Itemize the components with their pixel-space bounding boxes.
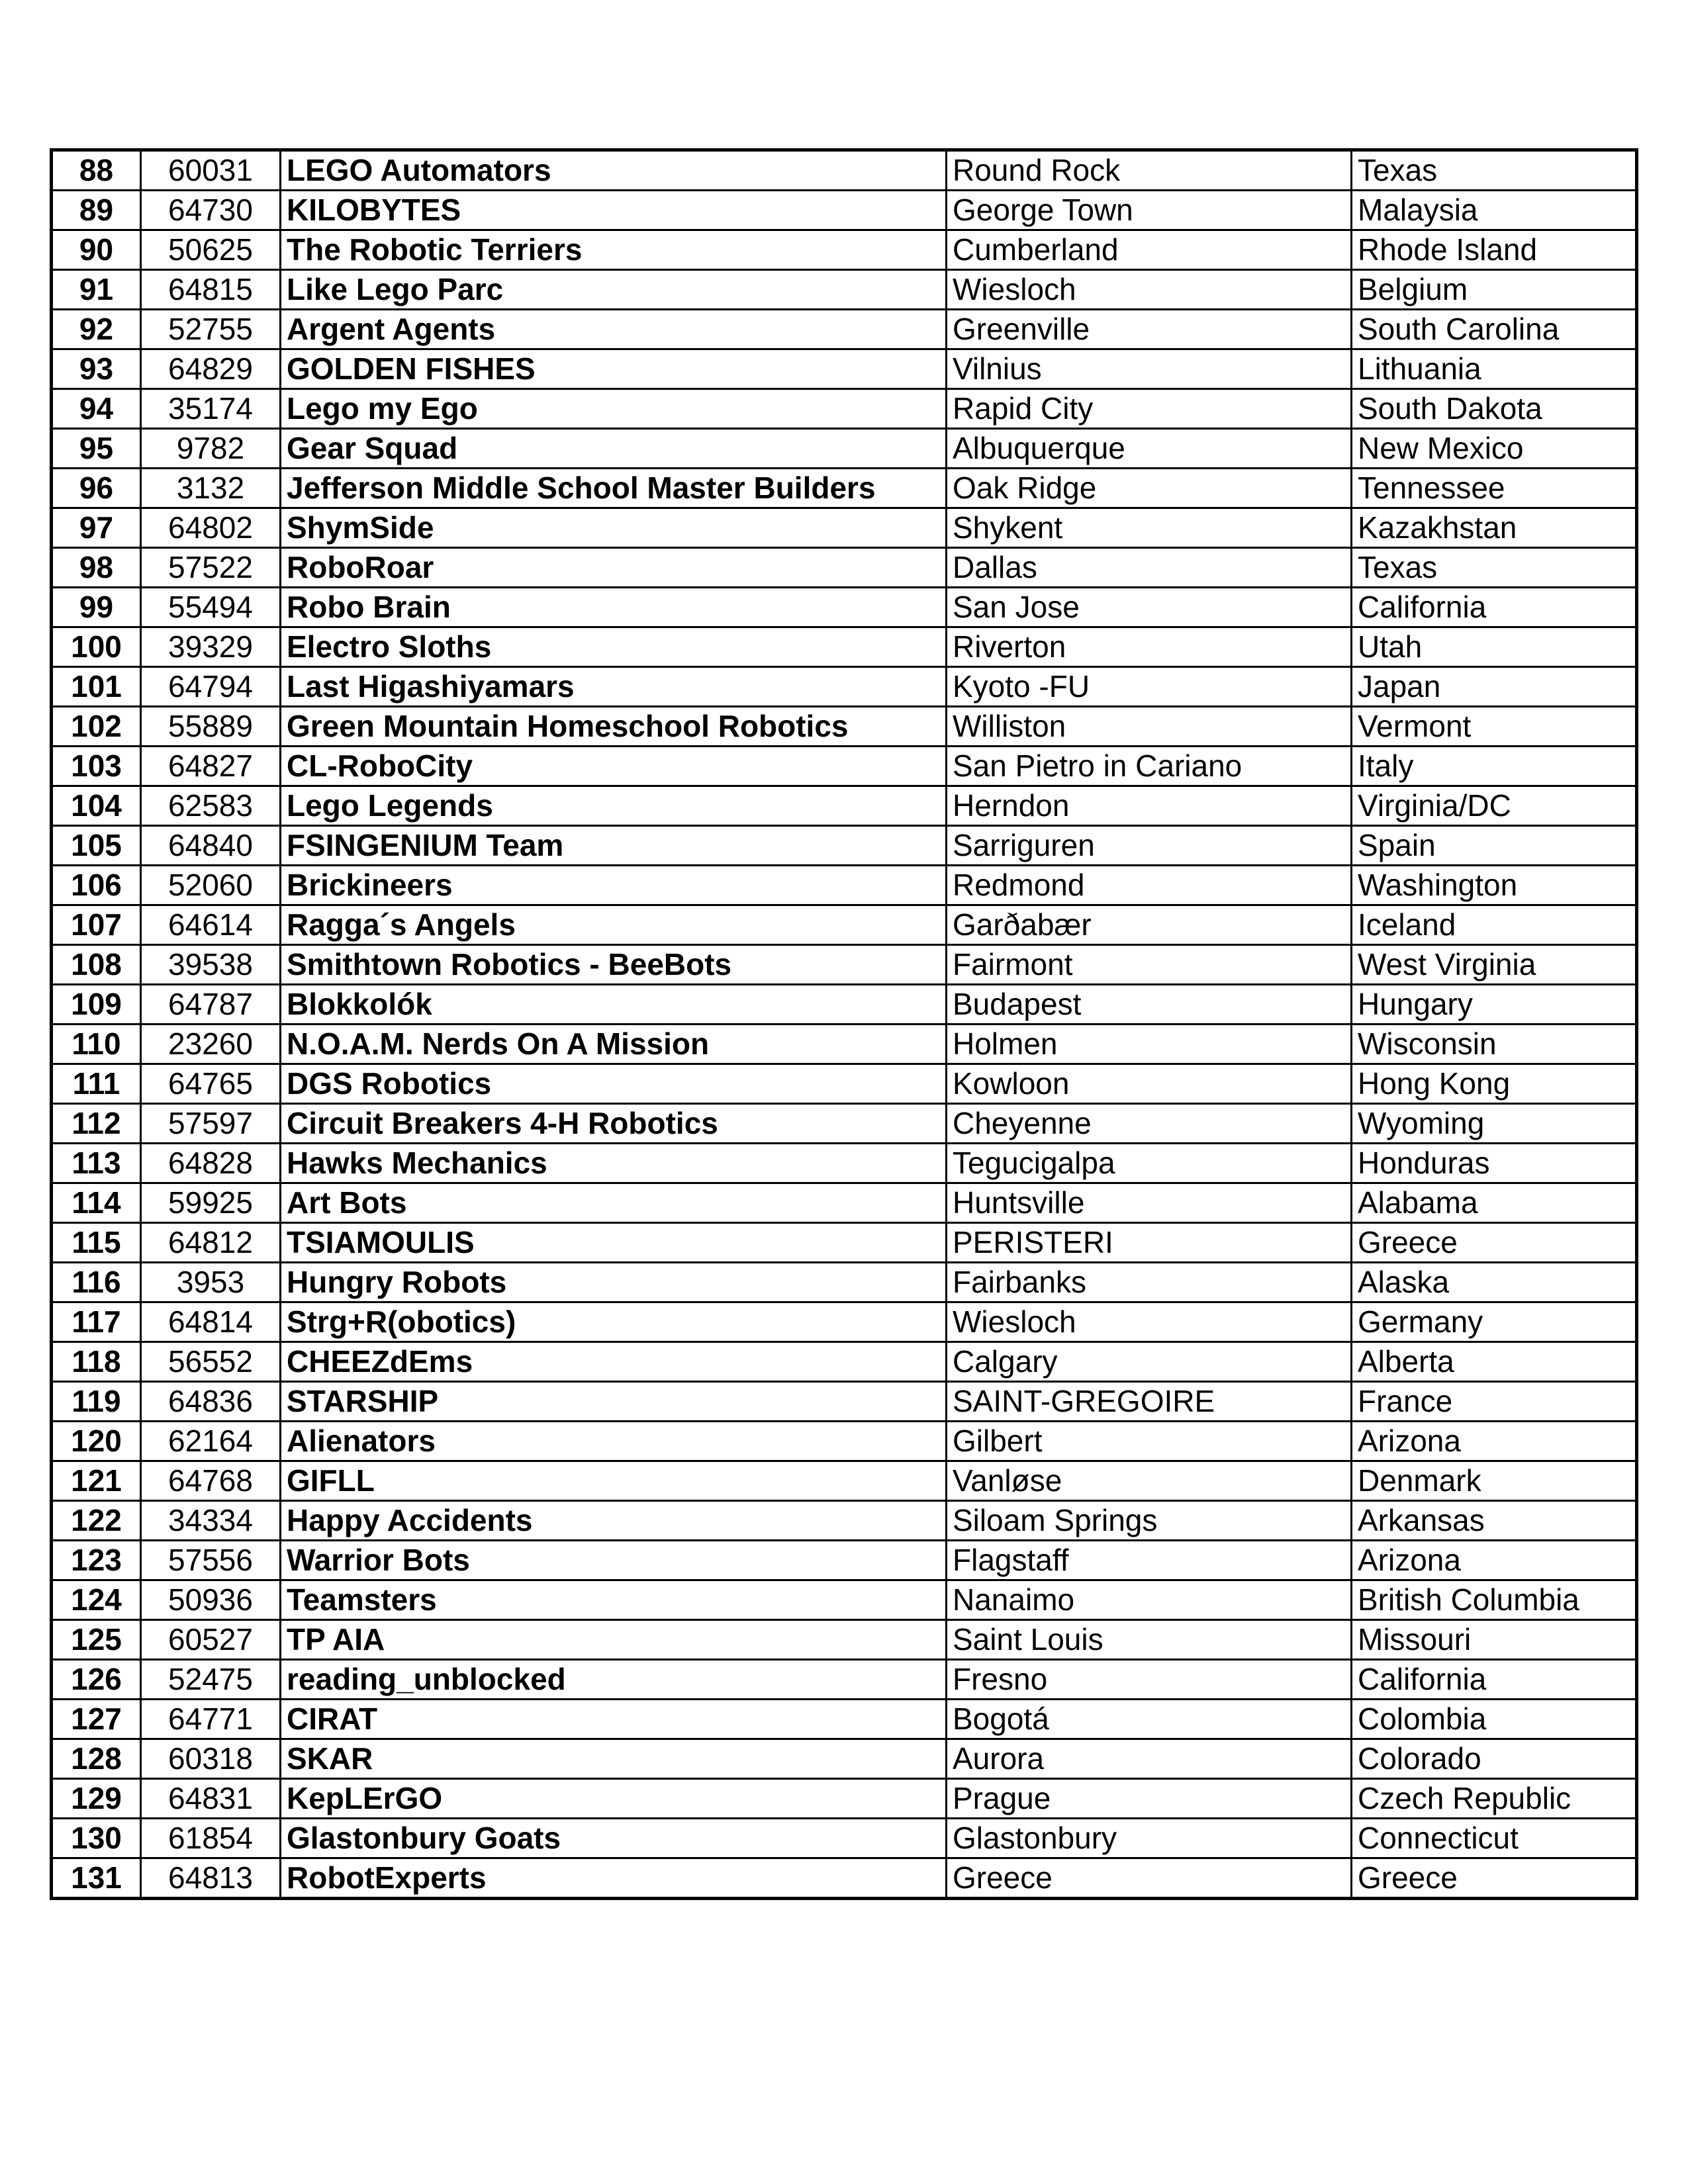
table-row	[52, 1064, 1637, 1104]
team-number-cell: 50936	[141, 1580, 281, 1620]
team-number-cell: 39329	[141, 627, 281, 667]
region-cell: Colombia	[1352, 1700, 1637, 1739]
team-name-cell: Circuit Breakers 4-H Robotics	[281, 1104, 947, 1144]
region-cell: Lithuania	[1352, 349, 1637, 389]
table-row	[52, 1422, 1637, 1461]
rank-cell: 117	[52, 1302, 141, 1342]
region-cell: Tennessee	[1352, 469, 1637, 508]
team-name-cell: Ragga´s Angels	[281, 905, 947, 945]
team-name-cell: Argent Agents	[281, 310, 947, 349]
city-cell: Flagstaff	[947, 1541, 1352, 1580]
rank-cell: 107	[52, 905, 141, 945]
city-cell: Kyoto -FU	[947, 667, 1352, 707]
team-name-cell: Jefferson Middle School Master Builders	[281, 469, 947, 508]
region-cell: Hong Kong	[1352, 1064, 1637, 1104]
city-cell: Vanløse	[947, 1461, 1352, 1501]
region-cell: Belgium	[1352, 270, 1637, 310]
city-cell: Bogotá	[947, 1700, 1352, 1739]
table-row	[52, 1382, 1637, 1422]
rank-cell: 97	[52, 508, 141, 548]
rank-cell: 115	[52, 1223, 141, 1263]
table-row	[52, 1819, 1637, 1858]
team-number-cell: 57597	[141, 1104, 281, 1144]
region-cell: Wisconsin	[1352, 1024, 1637, 1064]
region-cell: Germany	[1352, 1302, 1637, 1342]
rank-cell: 127	[52, 1700, 141, 1739]
rank-cell: 123	[52, 1541, 141, 1580]
team-number-cell: 59925	[141, 1183, 281, 1223]
table-row	[52, 1263, 1637, 1302]
team-name-cell: KILOBYTES	[281, 191, 947, 230]
region-cell: Missouri	[1352, 1620, 1637, 1660]
city-cell: Prague	[947, 1779, 1352, 1819]
city-cell: Tegucigalpa	[947, 1144, 1352, 1183]
team-name-cell: RoboRoar	[281, 548, 947, 588]
rank-cell: 110	[52, 1024, 141, 1064]
table-row	[52, 310, 1637, 349]
team-number-cell: 64730	[141, 191, 281, 230]
rank-cell: 118	[52, 1342, 141, 1382]
region-cell: Spain	[1352, 826, 1637, 866]
table-row	[52, 826, 1637, 866]
table-row	[52, 945, 1637, 985]
region-cell: Greece	[1352, 1223, 1637, 1263]
team-name-cell: GIFLL	[281, 1461, 947, 1501]
team-number-cell: 64802	[141, 508, 281, 548]
team-name-cell: Glastonbury Goats	[281, 1819, 947, 1858]
region-cell: Virginia/DC	[1352, 786, 1637, 826]
rank-cell: 102	[52, 707, 141, 747]
table-row	[52, 588, 1637, 627]
table-row	[52, 985, 1637, 1024]
city-cell: Shykent	[947, 508, 1352, 548]
city-cell: PERISTERI	[947, 1223, 1352, 1263]
city-cell: Oak Ridge	[947, 469, 1352, 508]
table-row	[52, 1144, 1637, 1183]
rank-cell: 122	[52, 1501, 141, 1541]
team-name-cell: CHEEZdEms	[281, 1342, 947, 1382]
region-cell: Arizona	[1352, 1422, 1637, 1461]
city-cell: SAINT-GREGOIRE	[947, 1382, 1352, 1422]
rank-cell: 100	[52, 627, 141, 667]
city-cell: Rapid City	[947, 389, 1352, 429]
table-row	[52, 1342, 1637, 1382]
team-name-cell: reading_unblocked	[281, 1660, 947, 1700]
rank-cell: 124	[52, 1580, 141, 1620]
team-number-cell: 64815	[141, 270, 281, 310]
team-number-cell: 64614	[141, 905, 281, 945]
team-name-cell: Hungry Robots	[281, 1263, 947, 1302]
region-cell: France	[1352, 1382, 1637, 1422]
city-cell: Fresno	[947, 1660, 1352, 1700]
team-number-cell: 39538	[141, 945, 281, 985]
city-cell: Garðabær	[947, 905, 1352, 945]
city-cell: Glastonbury	[947, 1819, 1352, 1858]
table-row	[52, 667, 1637, 707]
region-cell: New Mexico	[1352, 429, 1637, 469]
table-row	[52, 1580, 1637, 1620]
region-cell: Honduras	[1352, 1144, 1637, 1183]
table-row	[52, 548, 1637, 588]
region-cell: Vermont	[1352, 707, 1637, 747]
region-cell: Hungary	[1352, 985, 1637, 1024]
team-number-cell: 64836	[141, 1382, 281, 1422]
team-name-cell: Last Higashiyamars	[281, 667, 947, 707]
team-number-cell: 60031	[141, 150, 281, 191]
team-name-cell: Strg+R(obotics)	[281, 1302, 947, 1342]
rank-cell: 104	[52, 786, 141, 826]
city-cell: Greenville	[947, 310, 1352, 349]
city-cell: Cheyenne	[947, 1104, 1352, 1144]
team-name-cell: Like Lego Parc	[281, 270, 947, 310]
team-name-cell: LEGO Automators	[281, 150, 947, 191]
table-row	[52, 508, 1637, 548]
table-row	[52, 747, 1637, 786]
team-number-cell: 55494	[141, 588, 281, 627]
rank-cell: 126	[52, 1660, 141, 1700]
city-cell: Nanaimo	[947, 1580, 1352, 1620]
region-cell: Texas	[1352, 150, 1637, 191]
team-name-cell: Lego my Ego	[281, 389, 947, 429]
table-row	[52, 786, 1637, 826]
team-number-cell: 56552	[141, 1342, 281, 1382]
region-cell: Iceland	[1352, 905, 1637, 945]
team-number-cell: 52475	[141, 1660, 281, 1700]
city-cell: Saint Louis	[947, 1620, 1352, 1660]
team-number-cell: 62164	[141, 1422, 281, 1461]
city-cell: Cumberland	[947, 230, 1352, 270]
city-cell: Siloam Springs	[947, 1501, 1352, 1541]
city-cell: Wiesloch	[947, 270, 1352, 310]
team-name-cell: DGS Robotics	[281, 1064, 947, 1104]
city-cell: Redmond	[947, 866, 1352, 905]
team-name-cell: Gear Squad	[281, 429, 947, 469]
team-name-cell: CL-RoboCity	[281, 747, 947, 786]
rank-cell: 90	[52, 230, 141, 270]
rank-cell: 92	[52, 310, 141, 349]
city-cell: Round Rock	[947, 150, 1352, 191]
city-cell: Huntsville	[947, 1183, 1352, 1223]
table-row	[52, 905, 1637, 945]
table-row	[52, 1660, 1637, 1700]
region-cell: British Columbia	[1352, 1580, 1637, 1620]
team-name-cell: N.O.A.M. Nerds On A Mission	[281, 1024, 947, 1064]
rank-cell: 108	[52, 945, 141, 985]
team-number-cell: 23260	[141, 1024, 281, 1064]
rank-cell: 96	[52, 469, 141, 508]
rank-cell: 98	[52, 548, 141, 588]
region-cell: Connecticut	[1352, 1819, 1637, 1858]
table-row	[52, 469, 1637, 508]
region-cell: Alabama	[1352, 1183, 1637, 1223]
region-cell: Arkansas	[1352, 1501, 1637, 1541]
table-row	[52, 1700, 1637, 1739]
region-cell: Alaska	[1352, 1263, 1637, 1302]
table-body	[52, 150, 1637, 1899]
region-cell: Malaysia	[1352, 191, 1637, 230]
region-cell: Texas	[1352, 548, 1637, 588]
table-row	[52, 1739, 1637, 1779]
team-name-cell: Happy Accidents	[281, 1501, 947, 1541]
rank-cell: 128	[52, 1739, 141, 1779]
table-row	[52, 627, 1637, 667]
table-row	[52, 1461, 1637, 1501]
team-name-cell: Lego Legends	[281, 786, 947, 826]
team-number-cell: 64813	[141, 1858, 281, 1899]
team-number-cell: 64812	[141, 1223, 281, 1263]
region-cell: Kazakhstan	[1352, 508, 1637, 548]
team-name-cell: ShymSide	[281, 508, 947, 548]
city-cell: Aurora	[947, 1739, 1352, 1779]
team-number-cell: 60527	[141, 1620, 281, 1660]
rank-cell: 112	[52, 1104, 141, 1144]
city-cell: Sarriguren	[947, 826, 1352, 866]
table-row	[52, 349, 1637, 389]
table-row	[52, 1183, 1637, 1223]
team-number-cell: 64840	[141, 826, 281, 866]
team-name-cell: TSIAMOULIS	[281, 1223, 947, 1263]
table-row	[52, 866, 1637, 905]
city-cell: Dallas	[947, 548, 1352, 588]
table-row	[52, 1620, 1637, 1660]
rank-cell: 93	[52, 349, 141, 389]
city-cell: Calgary	[947, 1342, 1352, 1382]
team-number-cell: 34334	[141, 1501, 281, 1541]
region-cell: South Dakota	[1352, 389, 1637, 429]
team-number-cell: 64828	[141, 1144, 281, 1183]
team-name-cell: Teamsters	[281, 1580, 947, 1620]
team-number-cell: 35174	[141, 389, 281, 429]
city-cell: Riverton	[947, 627, 1352, 667]
rank-cell: 103	[52, 747, 141, 786]
rank-cell: 116	[52, 1263, 141, 1302]
table-row	[52, 1858, 1637, 1899]
rank-cell: 113	[52, 1144, 141, 1183]
team-name-cell: CIRAT	[281, 1700, 947, 1739]
table-row	[52, 1104, 1637, 1144]
region-cell: Rhode Island	[1352, 230, 1637, 270]
team-name-cell: Blokkolók	[281, 985, 947, 1024]
rank-cell: 94	[52, 389, 141, 429]
team-number-cell: 57522	[141, 548, 281, 588]
rank-cell: 89	[52, 191, 141, 230]
region-cell: California	[1352, 1660, 1637, 1700]
rank-cell: 95	[52, 429, 141, 469]
rank-cell: 109	[52, 985, 141, 1024]
team-number-cell: 60318	[141, 1739, 281, 1779]
region-cell: Washington	[1352, 866, 1637, 905]
city-cell: Budapest	[947, 985, 1352, 1024]
table-row	[52, 191, 1637, 230]
rank-cell: 91	[52, 270, 141, 310]
region-cell: Colorado	[1352, 1739, 1637, 1779]
rank-cell: 129	[52, 1779, 141, 1819]
city-cell: San Jose	[947, 588, 1352, 627]
city-cell: Vilnius	[947, 349, 1352, 389]
region-cell: Utah	[1352, 627, 1637, 667]
team-name-cell: Warrior Bots	[281, 1541, 947, 1580]
rank-cell: 114	[52, 1183, 141, 1223]
city-cell: Herndon	[947, 786, 1352, 826]
team-number-cell: 64771	[141, 1700, 281, 1739]
team-name-cell: Art Bots	[281, 1183, 947, 1223]
city-cell: Greece	[947, 1858, 1352, 1899]
team-number-cell: 3132	[141, 469, 281, 508]
region-cell: West Virginia	[1352, 945, 1637, 985]
team-number-cell: 64831	[141, 1779, 281, 1819]
rank-cell: 120	[52, 1422, 141, 1461]
team-number-cell: 62583	[141, 786, 281, 826]
rank-cell: 130	[52, 1819, 141, 1858]
region-cell: Czech Republic	[1352, 1779, 1637, 1819]
rank-cell: 88	[52, 150, 141, 191]
team-number-cell: 61854	[141, 1819, 281, 1858]
region-cell: California	[1352, 588, 1637, 627]
table-row	[52, 707, 1637, 747]
rank-cell: 131	[52, 1858, 141, 1899]
table-row	[52, 150, 1637, 191]
city-cell: Albuquerque	[947, 429, 1352, 469]
team-name-cell: SKAR	[281, 1739, 947, 1779]
table-row	[52, 1501, 1637, 1541]
table-row	[52, 230, 1637, 270]
region-cell: Alberta	[1352, 1342, 1637, 1382]
city-cell: Kowloon	[947, 1064, 1352, 1104]
region-cell: Denmark	[1352, 1461, 1637, 1501]
region-cell: Greece	[1352, 1858, 1637, 1899]
team-name-cell: Green Mountain Homeschool Robotics	[281, 707, 947, 747]
team-number-cell: 3953	[141, 1263, 281, 1302]
table-row	[52, 1541, 1637, 1580]
team-name-cell: Brickineers	[281, 866, 947, 905]
rank-cell: 106	[52, 866, 141, 905]
rank-cell: 99	[52, 588, 141, 627]
rank-cell: 125	[52, 1620, 141, 1660]
team-number-cell: 55889	[141, 707, 281, 747]
team-number-cell: 9782	[141, 429, 281, 469]
team-number-cell: 64765	[141, 1064, 281, 1104]
city-cell: San Pietro in Cariano	[947, 747, 1352, 786]
team-number-cell: 64794	[141, 667, 281, 707]
team-number-cell: 52060	[141, 866, 281, 905]
rank-cell: 119	[52, 1382, 141, 1422]
city-cell: Fairbanks	[947, 1263, 1352, 1302]
city-cell: George Town	[947, 191, 1352, 230]
city-cell: Wiesloch	[947, 1302, 1352, 1342]
team-name-cell: STARSHIP	[281, 1382, 947, 1422]
table-row	[52, 1302, 1637, 1342]
table-row	[52, 1223, 1637, 1263]
table-row	[52, 429, 1637, 469]
team-number-cell: 64768	[141, 1461, 281, 1501]
rank-cell: 101	[52, 667, 141, 707]
rank-cell: 111	[52, 1064, 141, 1104]
team-number-cell: 64787	[141, 985, 281, 1024]
team-number-cell: 64829	[141, 349, 281, 389]
city-cell: Williston	[947, 707, 1352, 747]
team-name-cell: Smithtown Robotics - BeeBots	[281, 945, 947, 985]
rank-cell: 105	[52, 826, 141, 866]
team-name-cell: GOLDEN FISHES	[281, 349, 947, 389]
team-number-cell: 50625	[141, 230, 281, 270]
team-number-cell: 57556	[141, 1541, 281, 1580]
team-name-cell: FSINGENIUM Team	[281, 826, 947, 866]
region-cell: Italy	[1352, 747, 1637, 786]
team-number-cell: 64827	[141, 747, 281, 786]
city-cell: Fairmont	[947, 945, 1352, 985]
team-name-cell: Robo Brain	[281, 588, 947, 627]
table-row	[52, 389, 1637, 429]
region-cell: Japan	[1352, 667, 1637, 707]
team-name-cell: The Robotic Terriers	[281, 230, 947, 270]
team-number-cell: 64814	[141, 1302, 281, 1342]
region-cell: South Carolina	[1352, 310, 1637, 349]
team-name-cell: Alienators	[281, 1422, 947, 1461]
team-number-cell: 52755	[141, 310, 281, 349]
team-name-cell: Electro Sloths	[281, 627, 947, 667]
team-name-cell: RobotExperts	[281, 1858, 947, 1899]
team-rankings-table	[50, 148, 1638, 1900]
region-cell: Arizona	[1352, 1541, 1637, 1580]
rank-cell: 121	[52, 1461, 141, 1501]
team-name-cell: KepLErGO	[281, 1779, 947, 1819]
city-cell: Holmen	[947, 1024, 1352, 1064]
table-row	[52, 270, 1637, 310]
city-cell: Gilbert	[947, 1422, 1352, 1461]
table-row	[52, 1779, 1637, 1819]
table-row	[52, 1024, 1637, 1064]
team-name-cell: Hawks Mechanics	[281, 1144, 947, 1183]
region-cell: Wyoming	[1352, 1104, 1637, 1144]
team-name-cell: TP AIA	[281, 1620, 947, 1660]
